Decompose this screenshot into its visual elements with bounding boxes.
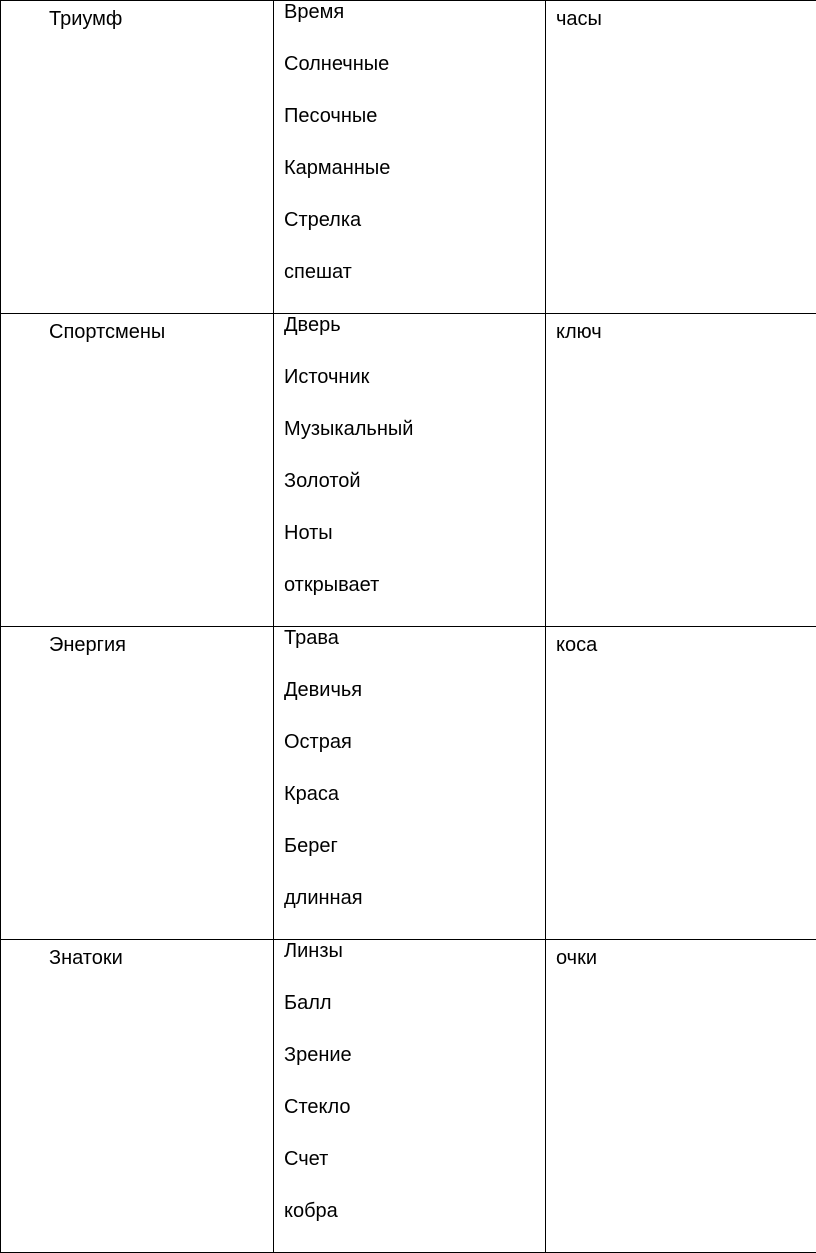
word-item: Счет [274, 1148, 545, 1200]
words-cell [274, 314, 546, 627]
word-item: Берег [274, 835, 545, 887]
word-item: Музыкальный [274, 418, 545, 470]
word-item: Краса [274, 783, 545, 835]
words-cell [274, 940, 546, 1253]
word-item: Девичья [274, 679, 545, 731]
word-item: Время [274, 1, 545, 53]
answer-cell [546, 940, 816, 1253]
word-item: Стекло [274, 1096, 545, 1148]
words-cell [274, 1, 546, 314]
word-item: Источник [274, 366, 545, 418]
table-row [1, 1, 816, 314]
word-item: Дверь [274, 314, 545, 366]
theme-text: Спортсмены [1, 314, 273, 343]
word-item: спешат [274, 261, 545, 313]
word-item: Балл [274, 992, 545, 1044]
answer-text: ключ [546, 314, 816, 343]
word-item: Золотой [274, 470, 545, 522]
word-item: Карманные [274, 157, 545, 209]
answer-text: коса [546, 627, 816, 656]
table-row [1, 314, 816, 627]
table-row [1, 940, 816, 1253]
word-item: Линзы [274, 940, 545, 992]
theme-cell [1, 314, 274, 627]
word-item: Зрение [274, 1044, 545, 1096]
answer-text: часы [546, 1, 816, 30]
word-item: Песочные [274, 105, 545, 157]
word-item: длинная [274, 887, 545, 939]
word-item: Ноты [274, 522, 545, 574]
word-item: Солнечные [274, 53, 545, 105]
theme-cell [1, 627, 274, 940]
answer-cell [546, 627, 816, 940]
theme-text: Энергия [1, 627, 273, 656]
answer-cell [546, 1, 816, 314]
answer-text: очки [546, 940, 816, 969]
word-item: Трава [274, 627, 545, 679]
answer-cell [546, 314, 816, 627]
theme-cell [1, 1, 274, 314]
word-item: Стрелка [274, 209, 545, 261]
theme-text: Знатоки [1, 940, 273, 969]
word-item: Острая [274, 731, 545, 783]
word-item: открывает [274, 574, 545, 626]
theme-text: Триумф [1, 1, 273, 30]
table-row [1, 627, 816, 940]
words-cell [274, 627, 546, 940]
theme-cell [1, 940, 274, 1253]
word-item: кобра [274, 1200, 545, 1252]
